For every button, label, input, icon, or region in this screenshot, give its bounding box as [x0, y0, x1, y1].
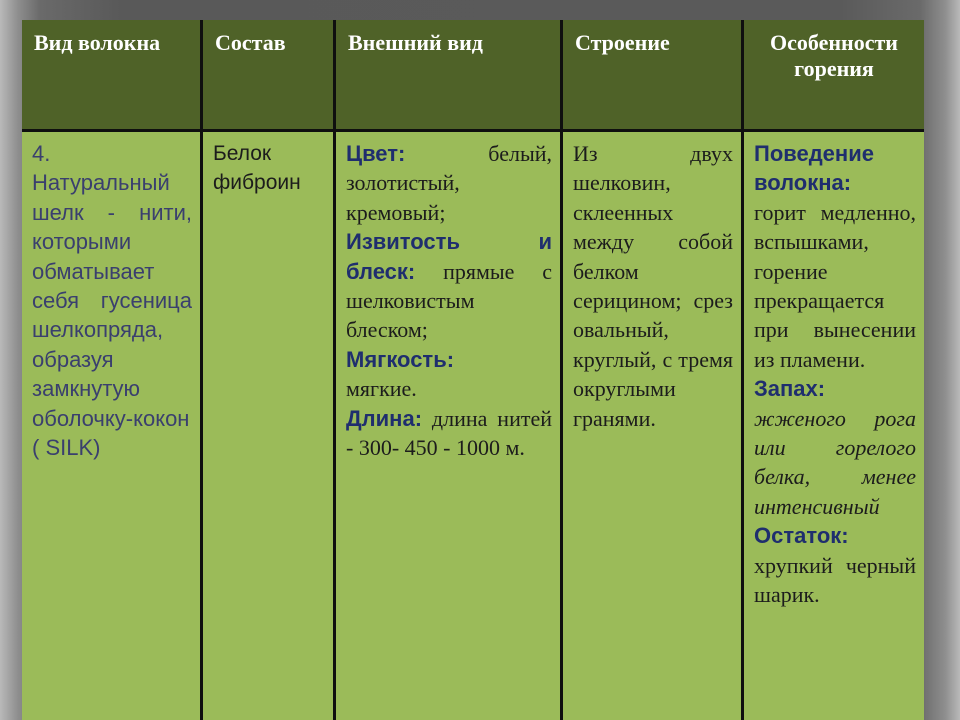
crimp-value: прямые с шелковистым блеском; — [346, 258, 552, 343]
cell-structure: Из двух шелковин, склеенных между собой белком серицином; срез овальный, круглый, с тремя округлыми гранями. — [563, 132, 744, 720]
behavior-value: горит медленно, вспышками, горение прекращается при вынесении из пламени. — [754, 199, 916, 372]
residue-value: хрупкий черный шарик. — [754, 552, 916, 608]
residue-label: Остаток: — [754, 523, 849, 549]
length-value: длина нитей - 300- 450 - 1000 м. — [346, 405, 552, 461]
behavior-label: Поведение волокна: — [754, 141, 874, 196]
header-composition: Состав — [203, 20, 336, 132]
fiber-table — [22, 20, 924, 720]
fiber-table-grid — [22, 20, 924, 720]
header-appearance: Внешний вид — [336, 20, 563, 132]
softness-value: мягкие. — [346, 376, 417, 402]
cell-burning — [744, 132, 924, 720]
length-label: Длина: — [346, 405, 423, 431]
header-fiber-type: Вид волокна — [22, 20, 203, 132]
cell-fiber-type: 4. Натуральный шелк - нити, которыми обматывает себя гусеница шелкопряда, образуя замкнутую оболочку-кокон ( SILK) — [22, 132, 203, 720]
color-label: Цвет: — [346, 141, 406, 166]
smell-value: жженого рога или горелого белка, менее интенсивный — [754, 405, 916, 519]
cell-appearance — [336, 132, 563, 720]
header-structure: Строение — [563, 20, 744, 132]
cell-composition: Белок фиброин — [203, 132, 336, 720]
smell-label: Запах: — [754, 376, 826, 402]
table-row — [22, 132, 924, 720]
header-row — [22, 20, 924, 132]
crimp-label: Извитость и блеск: — [346, 229, 552, 284]
header-burning: Особенности горения — [744, 20, 924, 132]
softness-label: Мягкость: — [346, 346, 455, 372]
color-value: белый, золотистый, кремовый; — [346, 141, 552, 225]
